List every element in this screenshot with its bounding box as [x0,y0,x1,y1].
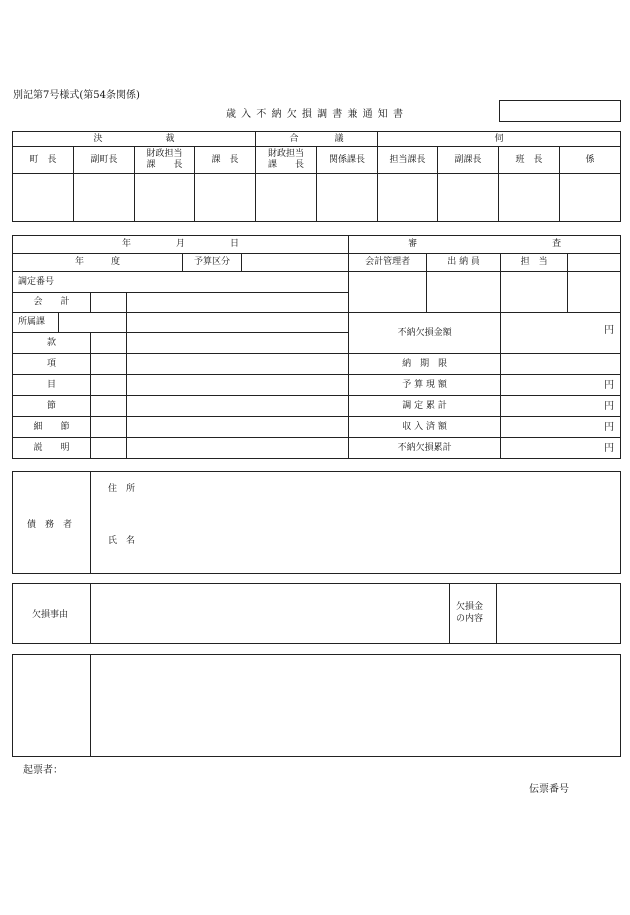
form-number-box[interactable] [499,100,621,122]
approval-group-kessai: 決 裁 [13,132,256,147]
review-seal[interactable] [427,272,501,313]
review-seal[interactable] [349,272,427,313]
amount-unit[interactable]: 円 [501,417,621,438]
seal-box[interactable] [317,174,378,222]
role-kakari: 係 [560,147,621,174]
seal-box[interactable] [378,174,438,222]
amount-label: 調 定 累 計 [349,396,501,417]
setsumei-code[interactable] [91,438,127,459]
role-fukuchocho: 副町長 [74,147,135,174]
form-label: 別記第7号様式(第54条関係) [13,90,140,101]
setsu-label: 節 [13,396,91,417]
fiscal-year[interactable]: 年 度 [13,254,183,272]
account-code[interactable] [91,293,127,313]
writeoff-divider [90,584,91,643]
moku-value[interactable] [127,375,349,396]
seal-box[interactable] [135,174,195,222]
writeoff-content-label: 欠損金 の内容 [456,602,484,624]
account-value[interactable] [127,293,349,313]
writeoff-reason-label: 欠損事由 [32,610,69,620]
amount-label: 納 期 限 [349,354,501,375]
setsumei-label: 説 明 [13,438,91,459]
role-zaisei-kacho-1: 財政担当 課 長 [135,147,195,174]
seal-box[interactable] [256,174,317,222]
approval-table [12,131,621,222]
remarks-section[interactable] [12,654,621,757]
drafter-label: 起票者： [23,765,63,776]
setsumei-value[interactable] [127,438,349,459]
review-seal[interactable] [501,272,568,313]
assess-number-label: 調定番号 [13,272,349,293]
role-hancho: 班 長 [499,147,560,174]
writeoff-divider [449,584,450,643]
slip-number-label: 伝票番号 [529,784,569,795]
kan-code[interactable] [91,333,127,354]
review-col-tanto: 担 当 [501,254,568,272]
document-title: 歳 入 不 納 欠 損 調 書 兼 通 知 書 [226,109,404,120]
debtor-name-label: 氏 名 [108,536,136,546]
amount-unit[interactable]: 円 [501,396,621,417]
amount-unit[interactable]: 円 [501,438,621,459]
saisetsu-value[interactable] [127,417,349,438]
seal-box[interactable] [499,174,560,222]
amount-unit[interactable] [501,354,621,375]
amount-label: 予 算 現 額 [349,375,501,396]
dept-value[interactable] [127,313,349,333]
role-kacho: 課 長 [195,147,256,174]
writeoff-divider [496,584,497,643]
role-tanto-kacho: 担当課長 [378,147,438,174]
seal-box[interactable] [195,174,256,222]
budget-class-value[interactable] [242,254,349,272]
detail-table [12,235,621,459]
review-col-suitouin: 出 納 員 [427,254,501,272]
approval-group-ukagai: 伺 [378,132,621,147]
setsu-value[interactable] [127,396,349,417]
role-chocho: 町 長 [13,147,74,174]
moku-label: 目 [13,375,91,396]
seal-box[interactable] [13,174,74,222]
writeoff-section [12,583,621,644]
kou-label: 項 [13,354,91,375]
seal-box[interactable] [560,174,621,222]
dept-code[interactable] [59,313,127,333]
setsu-code[interactable] [91,396,127,417]
amount-label: 収 入 済 額 [349,417,501,438]
role-kankei-kacho: 関係課長 [317,147,378,174]
role-zaisei-kacho-2: 財政担当 課 長 [256,147,317,174]
moku-code[interactable] [91,375,127,396]
dept-label: 所属課 [13,313,59,333]
amount-label: 不納欠損金額 [349,313,501,354]
seal-box[interactable] [438,174,499,222]
amount-unit[interactable]: 円 [501,313,621,354]
debtor-divider [90,472,91,573]
kan-label: 款 [13,333,91,354]
kou-value[interactable] [127,354,349,375]
kou-code[interactable] [91,354,127,375]
saisetsu-code[interactable] [91,417,127,438]
review-header: 審 査 [349,236,621,254]
debtor-section [12,471,621,574]
account-label: 会 計 [13,293,91,313]
debtor-address-label: 住 所 [108,484,136,494]
review-col-blank[interactable] [568,254,621,272]
date-row[interactable]: 年 月 日 [13,236,349,254]
review-col-kaikei: 会計管理者 [349,254,427,272]
kan-value[interactable] [127,333,349,354]
seal-box[interactable] [74,174,135,222]
approval-group-gougi: 合 議 [256,132,378,147]
review-seal[interactable] [568,272,621,313]
remarks-divider [90,655,91,756]
saisetsu-label: 細 節 [13,417,91,438]
debtor-label: 債 務 者 [27,520,73,530]
budget-class-label: 予算区分 [183,254,242,272]
amount-unit[interactable]: 円 [501,375,621,396]
amount-label: 不納欠損累計 [349,438,501,459]
role-fukukacho: 副課長 [438,147,499,174]
